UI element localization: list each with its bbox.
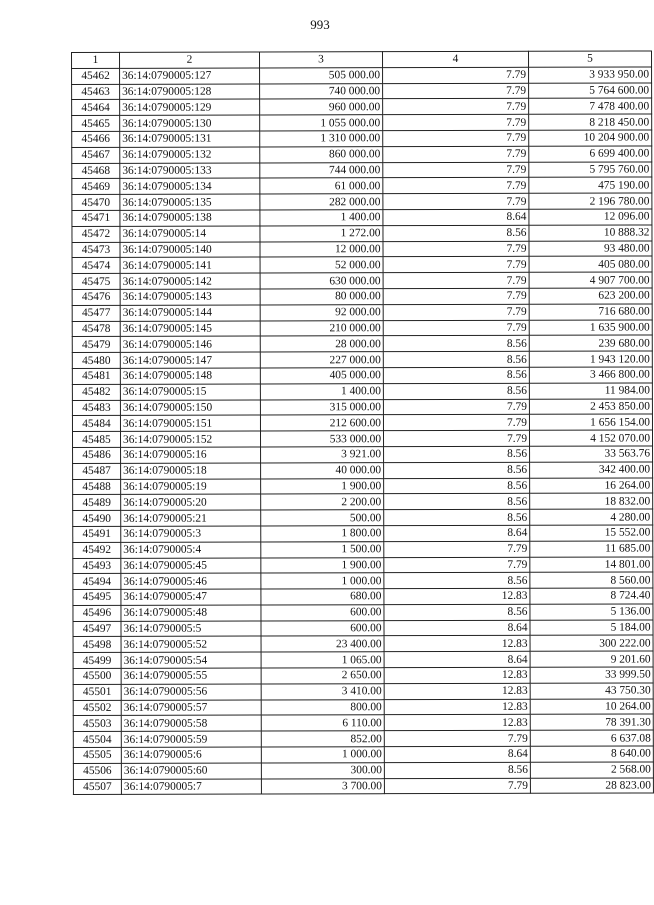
- rate-cell: 8.56: [383, 225, 529, 241]
- table-row: [73, 699, 653, 716]
- table-row: [72, 272, 652, 289]
- row-number-cell: 45490: [73, 510, 121, 526]
- value-cell: 239 680.00: [529, 335, 652, 351]
- table-row: [72, 209, 652, 226]
- table-row: [72, 193, 652, 210]
- row-number-cell: 45486: [73, 447, 121, 463]
- cadastral-number-cell: 36:14:0790005:147: [120, 352, 260, 368]
- table-row: [73, 477, 653, 494]
- table-row: [72, 288, 652, 305]
- rate-cell: 8.56: [384, 446, 530, 462]
- rate-cell: 8.56: [384, 478, 530, 494]
- area-cell: 1 272.00: [260, 225, 383, 241]
- value-cell: 1 635 900.00: [529, 320, 652, 336]
- cadastral-number-cell: 36:14:0790005:14: [120, 226, 260, 242]
- rate-cell: 12.83: [384, 715, 530, 731]
- area-cell: 315 000.00: [260, 399, 383, 415]
- table-row: [72, 67, 652, 84]
- row-number-cell: 45472: [72, 226, 120, 242]
- table-row: [72, 351, 652, 368]
- row-number-cell: 45501: [73, 684, 121, 700]
- cadastral-number-cell: 36:14:0790005:141: [120, 257, 260, 273]
- value-cell: 8 560.00: [530, 572, 653, 588]
- area-cell: 92 000.00: [260, 304, 383, 320]
- table-row: [72, 383, 652, 400]
- cadastral-number-cell: 36:14:0790005:140: [120, 242, 260, 258]
- table-body: [72, 67, 654, 795]
- area-cell: 1 310 000.00: [260, 131, 383, 147]
- value-cell: 2 453 850.00: [529, 399, 652, 415]
- cadastral-number-cell: 36:14:0790005:152: [120, 431, 260, 447]
- value-cell: 2 568.00: [530, 762, 653, 778]
- cadastral-number-cell: 36:14:0790005:148: [120, 368, 260, 384]
- area-cell: 40 000.00: [261, 462, 384, 478]
- value-cell: 11 984.00: [529, 383, 652, 399]
- cadastral-number-cell: 36:14:0790005:21: [121, 510, 261, 526]
- column-header-3: 3: [260, 52, 383, 68]
- table-row: [73, 446, 653, 463]
- table-row: [73, 620, 653, 637]
- rate-cell: 7.79: [383, 146, 529, 162]
- value-cell: 18 832.00: [530, 493, 653, 509]
- cadastral-number-cell: 36:14:0790005:131: [120, 131, 260, 147]
- cadastral-number-cell: 36:14:0790005:58: [121, 715, 261, 731]
- area-cell: 12 000.00: [260, 241, 383, 257]
- rate-cell: 7.79: [383, 130, 529, 146]
- rate-cell: 7.79: [383, 399, 529, 415]
- row-number-cell: 45503: [73, 716, 121, 732]
- rate-cell: 7.79: [383, 288, 529, 304]
- table-row: [73, 525, 653, 542]
- row-number-cell: 45482: [72, 384, 120, 400]
- rate-cell: 12.83: [384, 699, 530, 715]
- row-number-cell: 45473: [72, 242, 120, 258]
- cadastral-number-cell: 36:14:0790005:142: [120, 273, 260, 289]
- area-cell: 1 900.00: [261, 478, 384, 494]
- cadastral-number-cell: 36:14:0790005:54: [121, 652, 261, 668]
- value-cell: 300 222.00: [530, 635, 653, 651]
- area-cell: 740 000.00: [260, 83, 383, 99]
- value-cell: 342 400.00: [530, 462, 653, 478]
- row-number-cell: 45495: [73, 589, 121, 605]
- cadastral-number-cell: 36:14:0790005:144: [120, 305, 260, 321]
- rate-cell: 7.79: [383, 193, 529, 209]
- cadastral-number-cell: 36:14:0790005:134: [120, 178, 260, 194]
- rate-cell: 7.79: [383, 272, 529, 288]
- rate-cell: 8.56: [384, 494, 530, 510]
- cadastral-number-cell: 36:14:0790005:56: [121, 684, 261, 700]
- cadastral-number-cell: 36:14:0790005:146: [120, 336, 260, 352]
- table-row: [72, 98, 652, 115]
- cadastral-number-cell: 36:14:0790005:52: [121, 636, 261, 652]
- table-row: [73, 714, 653, 731]
- row-number-cell: 45467: [72, 147, 120, 163]
- area-cell: 52 000.00: [260, 257, 383, 273]
- area-cell: 61 000.00: [260, 178, 383, 194]
- row-number-cell: 45506: [73, 763, 121, 779]
- table-row: [72, 414, 652, 431]
- table-row: [72, 256, 652, 273]
- rate-cell: 7.79: [383, 178, 529, 194]
- row-number-cell: 45489: [73, 495, 121, 511]
- cadastral-number-cell: 36:14:0790005:132: [120, 147, 260, 163]
- row-number-cell: 45492: [73, 542, 121, 558]
- rate-cell: 7.79: [383, 162, 529, 178]
- cadastral-number-cell: 36:14:0790005:48: [121, 605, 261, 621]
- area-cell: 600.00: [261, 620, 384, 636]
- row-number-cell: 45496: [73, 605, 121, 621]
- cadastral-number-cell: 36:14:0790005:46: [121, 573, 261, 589]
- table-row: [72, 130, 652, 147]
- table-row: [72, 241, 652, 258]
- area-cell: 3 410.00: [261, 684, 384, 700]
- cadastral-value-table: [71, 50, 654, 795]
- cadastral-number-cell: 36:14:0790005:145: [120, 321, 260, 337]
- rate-cell: 8.56: [384, 509, 530, 525]
- rate-cell: 7.79: [383, 83, 529, 99]
- row-number-cell: 45479: [72, 337, 120, 353]
- area-cell: 300.00: [261, 763, 384, 779]
- rate-cell: 7.79: [383, 415, 529, 431]
- table-header: [72, 51, 652, 68]
- area-cell: 1 400.00: [260, 210, 383, 226]
- area-cell: 2 650.00: [261, 668, 384, 684]
- row-number-cell: 45466: [72, 131, 120, 147]
- cadastral-number-cell: 36:14:0790005:45: [121, 558, 261, 574]
- row-number-cell: 45505: [73, 747, 121, 763]
- cadastral-number-cell: 36:14:0790005:18: [121, 463, 261, 479]
- area-cell: 3 921.00: [261, 447, 384, 463]
- value-cell: 10 204 900.00: [529, 130, 652, 146]
- rate-cell: 8.64: [384, 620, 530, 636]
- rate-cell: 8.64: [384, 652, 530, 668]
- rate-cell: 8.56: [383, 351, 529, 367]
- table-row: [73, 667, 653, 684]
- area-cell: 600.00: [261, 605, 384, 621]
- row-number-cell: 45468: [72, 163, 120, 179]
- value-cell: 28 823.00: [530, 778, 653, 794]
- rate-cell: 8.64: [384, 746, 530, 762]
- area-cell: 744 000.00: [260, 162, 383, 178]
- area-cell: 500.00: [261, 510, 384, 526]
- value-cell: 7 478 400.00: [529, 98, 652, 114]
- table-row: [73, 556, 653, 573]
- table-row: [73, 493, 653, 510]
- area-cell: 1 055 000.00: [260, 115, 383, 131]
- row-number-cell: 45464: [72, 100, 120, 116]
- area-cell: 852.00: [261, 731, 384, 747]
- cadastral-number-cell: 36:14:0790005:133: [120, 163, 260, 179]
- cadastral-number-cell: 36:14:0790005:130: [120, 115, 260, 131]
- rate-cell: 8.56: [383, 336, 529, 352]
- area-cell: 1 065.00: [261, 652, 384, 668]
- table-row: [73, 651, 653, 668]
- area-cell: 227 000.00: [260, 352, 383, 368]
- table-row: [73, 762, 653, 779]
- rate-cell: 12.83: [384, 588, 530, 604]
- value-cell: 475 190.00: [529, 177, 652, 193]
- value-cell: 4 280.00: [530, 509, 653, 525]
- area-cell: 3 700.00: [261, 778, 384, 794]
- table-row: [73, 462, 653, 479]
- row-number-cell: 45491: [73, 526, 121, 542]
- area-cell: 1 900.00: [261, 557, 384, 573]
- rate-cell: 7.79: [383, 304, 529, 320]
- row-number-cell: 45481: [72, 368, 120, 384]
- value-cell: 78 391.30: [530, 714, 653, 730]
- table-row: [72, 304, 652, 321]
- rate-cell: 7.79: [384, 731, 530, 747]
- value-cell: 6 637.08: [530, 730, 653, 746]
- rate-cell: 8.56: [383, 367, 529, 383]
- rate-cell: 7.79: [383, 241, 529, 257]
- row-number-cell: 45469: [72, 179, 120, 195]
- area-cell: 1 800.00: [261, 526, 384, 542]
- table-row: [72, 320, 652, 337]
- row-number-cell: 45485: [72, 431, 120, 447]
- area-cell: 2 200.00: [261, 494, 384, 510]
- value-cell: 43 750.30: [530, 683, 653, 699]
- row-number-cell: 45497: [73, 621, 121, 637]
- value-cell: 5 136.00: [530, 604, 653, 620]
- cadastral-number-cell: 36:14:0790005:150: [120, 400, 260, 416]
- page-number: 993: [310, 17, 330, 32]
- row-number-cell: 45474: [72, 258, 120, 274]
- row-number-cell: 45470: [72, 195, 120, 211]
- cadastral-number-cell: 36:14:0790005:135: [120, 194, 260, 210]
- rate-cell: 7.79: [383, 430, 529, 446]
- cadastral-number-cell: 36:14:0790005:5: [121, 621, 261, 637]
- cadastral-number-cell: 36:14:0790005:16: [121, 447, 261, 463]
- table-row: [72, 225, 652, 242]
- column-header-5: 5: [528, 51, 651, 67]
- table-row: [73, 509, 653, 526]
- cadastral-number-cell: 36:14:0790005:129: [120, 99, 260, 115]
- table-row: [73, 683, 653, 700]
- table-row: [72, 335, 652, 352]
- value-cell: 2 196 780.00: [529, 193, 652, 209]
- rate-cell: 7.79: [384, 778, 530, 794]
- area-cell: 533 000.00: [260, 431, 383, 447]
- rate-cell: 8.56: [384, 762, 530, 778]
- area-cell: 505 000.00: [260, 67, 383, 83]
- area-cell: 680.00: [261, 589, 384, 605]
- rate-cell: 7.79: [383, 320, 529, 336]
- header-row: [72, 51, 652, 68]
- cadastral-number-cell: 36:14:0790005:151: [120, 415, 260, 431]
- cadastral-number-cell: 36:14:0790005:60: [121, 763, 261, 779]
- table-row: [73, 572, 653, 589]
- value-cell: 5 184.00: [530, 620, 653, 636]
- row-number-cell: 45477: [72, 305, 120, 321]
- area-cell: 630 000.00: [260, 273, 383, 289]
- area-cell: 28 000.00: [260, 336, 383, 352]
- area-cell: 212 600.00: [260, 415, 383, 431]
- cadastral-number-cell: 36:14:0790005:143: [120, 289, 260, 305]
- rate-cell: 7.79: [383, 67, 529, 83]
- row-number-cell: 45487: [73, 463, 121, 479]
- cadastral-number-cell: 36:14:0790005:128: [120, 84, 260, 100]
- cadastral-number-cell: 36:14:0790005:138: [120, 210, 260, 226]
- value-cell: 6 699 400.00: [529, 146, 652, 162]
- row-number-cell: 45499: [73, 653, 121, 669]
- cadastral-number-cell: 36:14:0790005:59: [121, 731, 261, 747]
- table-row: [72, 162, 652, 179]
- value-cell: 8 724.40: [530, 588, 653, 604]
- row-number-cell: 45504: [73, 732, 121, 748]
- area-cell: 282 000.00: [260, 194, 383, 210]
- value-cell: 4 152 070.00: [529, 430, 652, 446]
- area-cell: 23 400.00: [261, 636, 384, 652]
- cadastral-number-cell: 36:14:0790005:3: [121, 526, 261, 542]
- value-cell: 33 999.50: [530, 667, 653, 683]
- area-cell: 1 500.00: [261, 541, 384, 557]
- area-cell: 405 000.00: [260, 368, 383, 384]
- area-cell: 210 000.00: [260, 320, 383, 336]
- cadastral-number-cell: 36:14:0790005:7: [121, 779, 261, 795]
- cadastral-number-cell: 36:14:0790005:19: [121, 479, 261, 495]
- area-cell: 1 400.00: [260, 383, 383, 399]
- rate-cell: 8.56: [384, 604, 530, 620]
- rate-cell: 8.56: [383, 383, 529, 399]
- value-cell: 11 685.00: [530, 541, 653, 557]
- row-number-cell: 45471: [72, 210, 120, 226]
- row-number-cell: 45500: [73, 668, 121, 684]
- value-cell: 1 943 120.00: [529, 351, 652, 367]
- area-cell: 800.00: [261, 699, 384, 715]
- value-cell: 93 480.00: [529, 241, 652, 257]
- table-row: [73, 635, 653, 652]
- cadastral-number-cell: 36:14:0790005:55: [121, 668, 261, 684]
- area-cell: 960 000.00: [260, 99, 383, 115]
- table-row: [72, 83, 652, 100]
- area-cell: 1 000.00: [261, 747, 384, 763]
- table-row: [73, 541, 653, 558]
- value-cell: 16 264.00: [530, 477, 653, 493]
- cadastral-number-cell: 36:14:0790005:6: [121, 747, 261, 763]
- value-cell: 8 640.00: [530, 746, 653, 762]
- value-cell: 716 680.00: [529, 304, 652, 320]
- row-number-cell: 45476: [72, 289, 120, 305]
- table-row: [73, 746, 653, 763]
- row-number-cell: 45465: [72, 116, 120, 132]
- column-header-2: 2: [120, 52, 260, 68]
- cadastral-number-cell: 36:14:0790005:57: [121, 700, 261, 716]
- row-number-cell: 45484: [72, 416, 120, 432]
- column-header-1: 1: [72, 52, 120, 68]
- table-row: [72, 177, 652, 194]
- rate-cell: 8.64: [383, 209, 529, 225]
- row-number-cell: 45480: [72, 353, 120, 369]
- value-cell: 14 801.00: [530, 556, 653, 572]
- value-cell: 5 764 600.00: [529, 83, 652, 99]
- table-row: [73, 604, 653, 621]
- rate-cell: 7.79: [383, 99, 529, 115]
- value-cell: 9 201.60: [530, 651, 653, 667]
- table-row: [72, 367, 652, 384]
- row-number-cell: 45493: [73, 558, 121, 574]
- area-cell: 80 000.00: [260, 289, 383, 305]
- rate-cell: 7.79: [383, 114, 529, 130]
- rate-cell: 8.64: [384, 525, 530, 541]
- rate-cell: 12.83: [384, 667, 530, 683]
- table-row: [73, 588, 653, 605]
- rate-cell: 8.56: [384, 462, 530, 478]
- rate-cell: 12.83: [384, 636, 530, 652]
- cadastral-number-cell: 36:14:0790005:20: [121, 494, 261, 510]
- value-cell: 3 466 800.00: [529, 367, 652, 383]
- row-number-cell: 45502: [73, 700, 121, 716]
- row-number-cell: 45483: [72, 400, 120, 416]
- value-cell: 33 563.76: [530, 446, 653, 462]
- row-number-cell: 45463: [72, 84, 120, 100]
- cadastral-number-cell: 36:14:0790005:15: [120, 384, 260, 400]
- rate-cell: 7.79: [383, 257, 529, 273]
- row-number-cell: 45488: [73, 479, 121, 495]
- value-cell: 10 888.32: [529, 225, 652, 241]
- area-cell: 6 110.00: [261, 715, 384, 731]
- row-number-cell: 45462: [72, 68, 120, 84]
- cadastral-number-cell: 36:14:0790005:4: [121, 542, 261, 558]
- area-cell: 1 000.00: [261, 573, 384, 589]
- table-row: [72, 430, 652, 447]
- value-cell: 1 656 154.00: [529, 414, 652, 430]
- value-cell: 5 795 760.00: [529, 162, 652, 178]
- table-row: [73, 730, 653, 747]
- cadastral-number-cell: 36:14:0790005:47: [121, 589, 261, 605]
- rate-cell: 8.56: [384, 573, 530, 589]
- cadastral-number-cell: 36:14:0790005:127: [120, 68, 260, 84]
- table-row: [73, 778, 653, 795]
- value-cell: 623 200.00: [529, 288, 652, 304]
- row-number-cell: 45478: [72, 321, 120, 337]
- value-cell: 405 080.00: [529, 256, 652, 272]
- table-row: [72, 114, 652, 131]
- rate-cell: 7.79: [384, 557, 530, 573]
- value-cell: 12 096.00: [529, 209, 652, 225]
- table-row: [72, 146, 652, 163]
- value-cell: 4 907 700.00: [529, 272, 652, 288]
- row-number-cell: 45494: [73, 574, 121, 590]
- value-cell: 3 933 950.00: [529, 67, 652, 83]
- column-header-4: 4: [383, 51, 529, 67]
- value-cell: 15 552.00: [530, 525, 653, 541]
- value-cell: 10 264.00: [530, 699, 653, 715]
- rate-cell: 7.79: [384, 541, 530, 557]
- row-number-cell: 45507: [73, 779, 121, 795]
- table-row: [72, 399, 652, 416]
- value-cell: 8 218 450.00: [529, 114, 652, 130]
- row-number-cell: 45498: [73, 637, 121, 653]
- area-cell: 860 000.00: [260, 146, 383, 162]
- row-number-cell: 45475: [72, 274, 120, 290]
- rate-cell: 12.83: [384, 683, 530, 699]
